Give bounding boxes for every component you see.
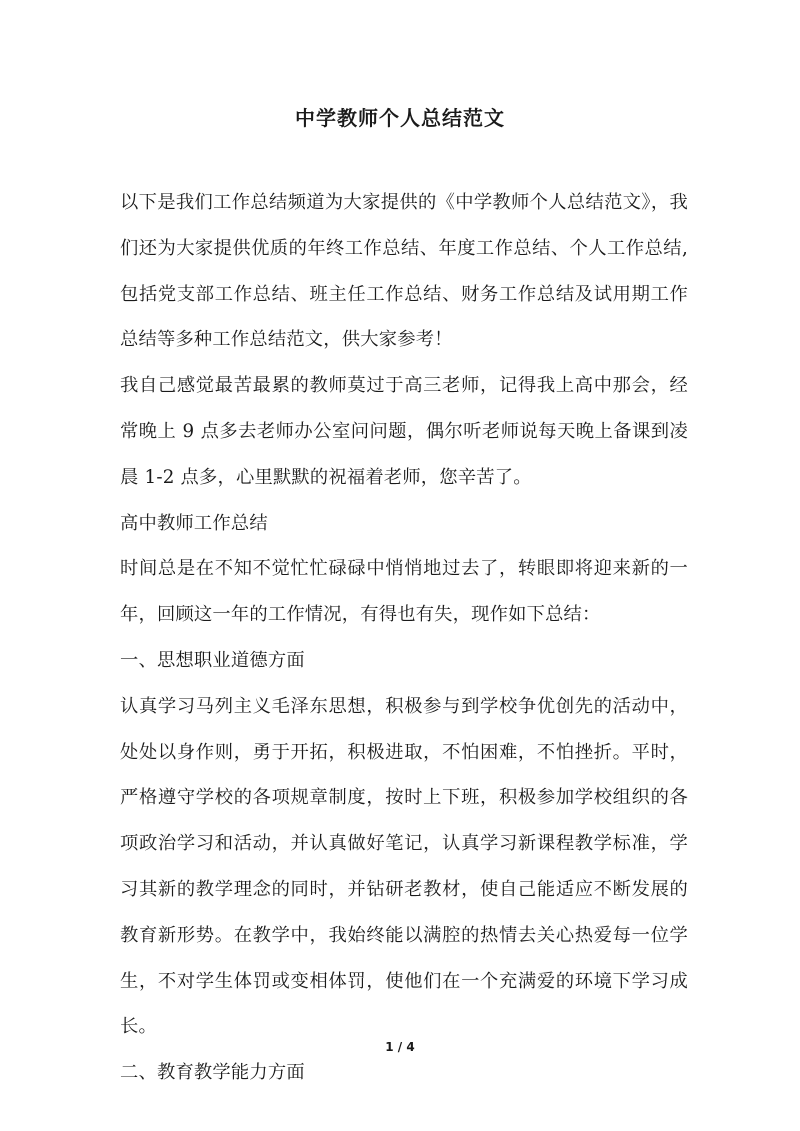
intro-paragraph: 以下是我们工作总结频道为大家提供的《中学教师个人总结范文》，我们还为大家提供优质的年终工作总结、年度工作总结、个人工作总结,包括党支部工作总结、班主任工作总结、财务工作总结及试用期工作总结等多种工作总结范文，供大家参考！ xyxy=(120,192,688,351)
section-heading-ethics: 一、思想职业道德方面 xyxy=(120,649,305,671)
review-paragraph: 时间总是在不知不觉忙忙碌碌中悄悄地过去了，转眼即将迎来新的一年，回顾这一年的工作情况，有得也有失，现作如下总结： xyxy=(120,558,688,626)
document-body xyxy=(120,180,688,1096)
section-heading-summary: 高中教师工作总结 xyxy=(120,512,268,534)
document-title: 中学教师个人总结范文 xyxy=(295,106,505,130)
senior-teacher-paragraph: 我自己感觉最苦最累的教师莫过于高三老师，记得我上高中那会，经常晚上 9 点多去老师办公室问问题，偶尔听老师说每天晚上备课到凌晨 1-2 点多，心里默默的祝福着老师，您辛苦了。 xyxy=(120,375,688,488)
ethics-paragraph: 认真学习马列主义毛泽东思想，积极参与到学校争优创先的活动中，处处以身作则，勇于开拓，积极进取，不怕困难，不怕挫折。平时，严格遵守学校的各项规章制度，按时上下班，积极参加学校组织的各项政治学习和活动，并认真做好笔记，认真学习新课程教学标准，学习其新的教学理念的同时，并钻研老教材，使自己能适应不断发展的教育新形势。在教学中，我始终能以满腔的热情去关心热爱每一位学生，不对学生体罚或变相体罚，使他们在一个充满爱的环境下学习成长。 xyxy=(120,695,688,1038)
section-heading-teaching: 二、教育教学能力方面 xyxy=(120,1062,305,1084)
page-number: 1 / 4 xyxy=(385,1040,415,1054)
